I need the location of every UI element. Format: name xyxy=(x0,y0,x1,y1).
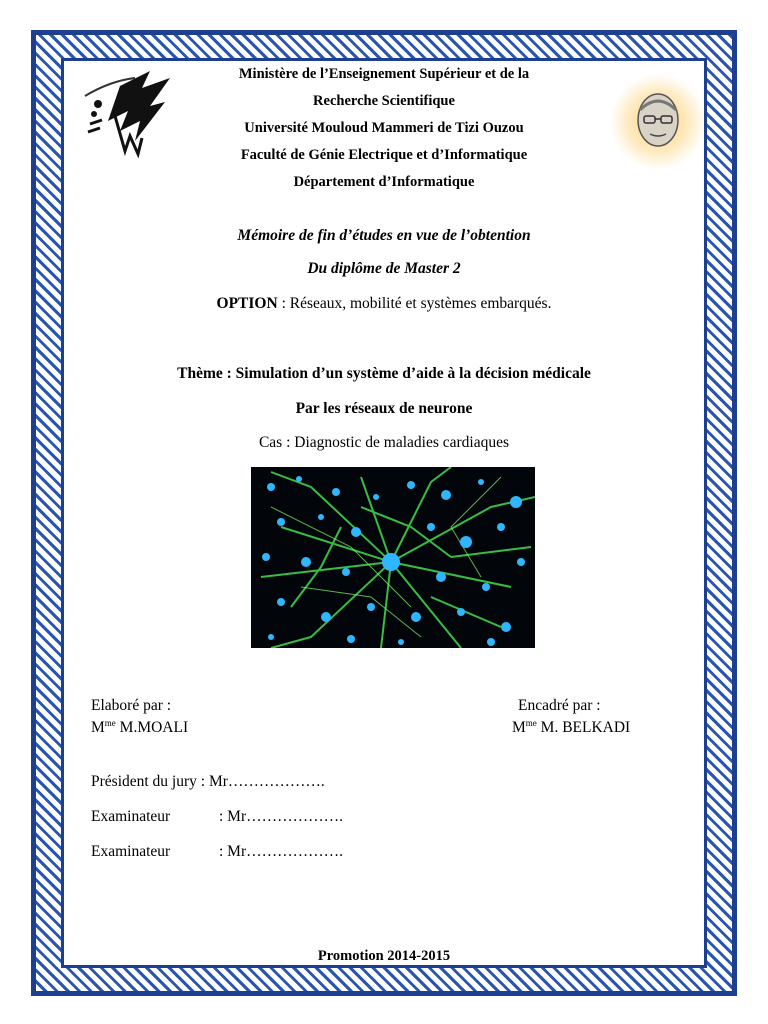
elabore-sup: me xyxy=(104,718,116,728)
memoire-title-line-2: Du diplôme de Master 2 xyxy=(307,260,461,277)
elabore-name-line xyxy=(91,718,188,737)
president-line xyxy=(91,773,325,791)
theme-text: : Simulation d’un système d’aide à la décision médicale xyxy=(222,365,591,382)
elabore-label: Elaboré par : xyxy=(91,697,172,714)
option-line xyxy=(0,295,768,313)
president-value: : Mr………………. xyxy=(196,773,325,790)
encadre-prefix: M xyxy=(512,719,526,737)
memoire-title-line-1: Mémoire de fin d’études en vue de l’obtention xyxy=(237,227,531,244)
president-label: Président du jury xyxy=(91,773,197,790)
examinateur-1-label: Examinateur xyxy=(91,808,171,825)
examinateur-1-value: : Mr………………. xyxy=(219,808,343,825)
elabore-prefix: M xyxy=(91,719,105,737)
encadre-label: Encadré par : xyxy=(518,697,601,714)
encadre-name: M. BELKADI xyxy=(536,719,631,737)
theme-line-1 xyxy=(0,365,768,383)
neuron-network-image xyxy=(251,467,535,648)
encadre-sup: me xyxy=(525,718,537,728)
ministry-line-2: Recherche Scientifique xyxy=(313,93,455,109)
promotion-year: Promotion 2014-2015 xyxy=(317,948,451,964)
encadre-name-line xyxy=(512,718,630,737)
department-name: Département d’Informatique xyxy=(293,174,475,190)
examinateur-2-label: Examinateur xyxy=(91,843,171,860)
elabore-name: M.MOALI xyxy=(115,719,189,737)
theme-case: Cas : Diagnostic de maladies cardiaques xyxy=(258,434,510,451)
ministry-line-1: Ministère de l’Enseignement Supérieur et de la xyxy=(238,66,530,82)
option-label: OPTION xyxy=(216,295,278,312)
theme-line-2: Par les réseaux de neurone xyxy=(295,400,473,417)
theme-label: Thème xyxy=(177,365,223,382)
examinateur-2-value: : Mr………………. xyxy=(219,843,343,860)
option-value: : Réseaux, mobilité et systèmes embarqués. xyxy=(277,295,552,312)
university-name: Université Mouloud Mammeri de Tizi Ouzou xyxy=(244,120,524,136)
faculty-name: Faculté de Génie Electrique et d’Informatique xyxy=(240,147,528,163)
